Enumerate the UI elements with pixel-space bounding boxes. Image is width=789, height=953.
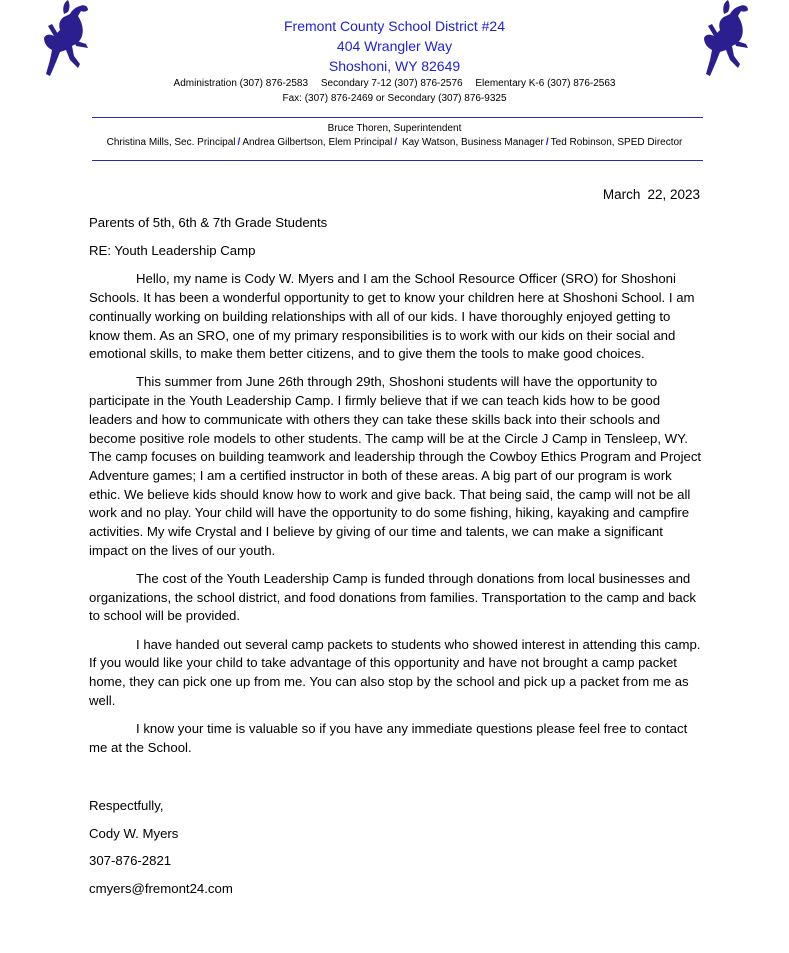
phone-elementary: Elementary K-6 (307) 876-2563 [475,78,616,89]
staff-separator: / [237,137,241,148]
letter-date-month: March [602,187,641,202]
phone-administration: Administration (307) 876-2583 [173,78,309,89]
staff-separator: / [545,137,549,148]
signer-email: cmyers@fremont24.com [89,880,233,896]
superintendent: Bruce Thoren, Superintendent [327,123,462,134]
letter-date [603,187,700,202]
header-divider-bottom [92,160,703,161]
closing-salutation: Respectfully, [89,798,164,813]
letter-body [89,214,702,767]
letter-subject: RE: Youth Leadership Camp [89,243,256,259]
letter-recipient: Parents of 5th, 6th & 7th Grade Students [89,215,328,230]
paragraph-camp-details: This summer from June 26th through 29th, Shoshoni students will have the opportunity to participate in the Youth Leadership Camp. I firmly believe that if we can teach kids how to be good leaders and how to communicate with others they can take these skills back into their schools and become positive role models to other students. The camp will be at the Circle J Camp in Tensleep, WY. The camp focuses on building teamwork and leadership through the Cowboy Ethics Program and Project Adventure games; I am a certified instructor in both of these areas. A big part of our program is work ethic. We believe kids should know how to work and give back. That being said, the camp will not be all work and no play. Your child will have the opportunity to do some fishing, hiking, kayaking and campfire activities. My wife Crystal and I believe by giving of our time and talents, we can make a significant impact on the lives of our youth. [89,374,702,558]
staff-sec-principal: Christina Mills, Sec. Principal [106,137,236,148]
staff-sped-director: Ted Robinson, SPED Director [550,137,683,148]
letterhead [0,16,789,106]
signer-phone: 307-876-2821 [89,853,172,868]
signer-name: Cody W. Myers [89,825,179,841]
letter-date-day-year: 22, 2023 [647,187,700,202]
address-street: 404 Wrangler Way [336,38,453,54]
staff-business-manager: Kay Watson, Business Manager [401,137,544,148]
address-city: Shoshoni, WY 82649 [328,58,461,74]
staff-list [0,136,789,150]
paragraph-cost: The cost of the Youth Leadership Camp is funded through donations from local businesses and organizations, the school district, and food donations from families. Transportation to the camp and back to school will be provided. [89,570,696,624]
header-divider-top [92,117,703,118]
staff-elem-principal: Andrea Gilbertson, Elem Principal [242,137,393,148]
phone-secondary: Secondary 7-12 (307) 876-2576 [320,78,463,89]
paragraph-packets: I have handed out several camp packets to students who showed interest in attending this camp. If you would like your child to take advantage of this opportunity and have not brought a camp packet home, they can pick one up from me. You can also stop by the school and pick up a packet from me as well. [89,636,701,708]
phone-numbers [0,76,789,91]
staff-separator: / [394,137,398,148]
paragraph-contact: I know your time is valuable so if you have any immediate questions please feel free to contact me at the School. [89,720,688,755]
fax-numbers: Fax: (307) 876-2469 or Secondary (307) 876-9325 [282,93,507,104]
district-name: Fremont County School District #24 [284,18,505,34]
paragraph-intro: Hello, my name is Cody W. Myers and I am the School Resource Officer (SRO) for Shoshoni Schools. It has been a wonderful opportunity to get to know your children here at Shoshoni School. I am continually working on building relationships with all of our kids. I have thoroughly enjoyed getting to know them. As an SRO, one of my primary responsibilities is to work with our kids on their social and emotional skills, to make them better citizens, and to give them the tools to make good choices. [89,271,695,362]
letter-closing [89,797,233,907]
